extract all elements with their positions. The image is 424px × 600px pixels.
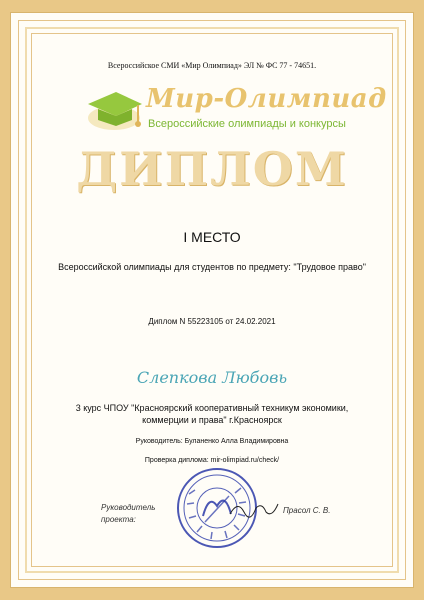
smi-registration: Всероссийское СМИ «Мир Олимпиад» ЭЛ № ФС 77 - 74651. (107, 61, 317, 70)
diploma-title: ДИПЛОМ (76, 142, 348, 196)
recipient-name: Слепкова Любовь (136, 368, 288, 387)
recipient-course: 3 курс ЧПОУ "Красноярский кооперативный техникум экономики, коммерции и права" г.Красноярск (75, 403, 349, 425)
logo-title: Мир-Олимпиад (146, 84, 387, 114)
check-line: Проверка диплома: mir-olimpiad.ru/check/ (144, 457, 280, 464)
diploma-number: Диплом N 55223105 от 24.02.2021 (148, 317, 276, 326)
logo (82, 80, 387, 142)
logo-subtitle: Всероссийские олимпиады и конкурсы (148, 118, 346, 130)
graduation-cap-icon (82, 80, 146, 140)
project-head-name: Прасол С. В. (283, 506, 331, 515)
place-title: I МЕСТО (183, 229, 241, 245)
signature-icon (228, 498, 280, 520)
olympiad-description: Всероссийской олимпиады для студентов по предмету: "Трудовое право" (58, 262, 366, 272)
project-head-label: Руководитель проекта: (101, 503, 156, 524)
supervisor-line: Руководитель: Буланенко Алла Владимировна (135, 438, 289, 445)
